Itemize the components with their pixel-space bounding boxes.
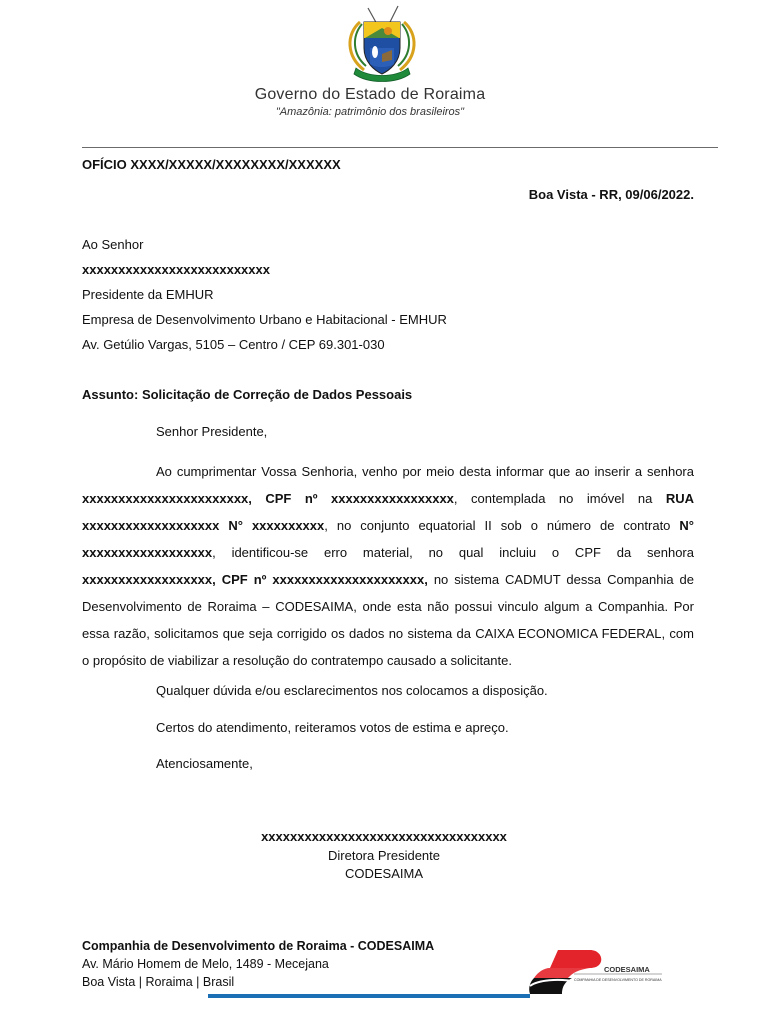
footer-city: Boa Vista | Roraima | Brasil [82,975,235,989]
body-text-2: , contemplada no imóvel na [453,491,666,506]
closing-line-3: Atenciosamente, [156,756,253,771]
body-bold-1: xxxxxxxxxxxxxxxxxxxxxxx, CPF nº xxxxxxxxxxxxxxxxx [82,491,454,506]
document-date: Boa Vista - RR, 09/06/2022. [528,187,694,202]
logo-subtext: COMPANHIA DE DESENVOLVIMENTO DE RORAIMA [574,978,662,982]
footer-address: Av. Mário Homem de Melo, 1489 - Mecejana [82,957,329,971]
coat-of-arms-icon [338,4,426,84]
footer-bar [208,994,530,998]
closing-line-1: Qualquer dúvida e/ou esclarecimentos nos colocamos a disposição. [156,683,548,698]
recipient-company: Empresa de Desenvolvimento Urbano e Habitacional - EMHUR [82,312,447,327]
recipient-address: Av. Getúlio Vargas, 5105 – Centro / CEP 69.301-030 [82,337,385,352]
body-text-3: , no conjunto equatorial II sob o número de contrato [324,518,680,533]
recipient-name: xxxxxxxxxxxxxxxxxxxxxxxxxx [82,262,270,277]
signature-org: CODESAIMA [344,866,423,881]
government-title: Governo do Estado de Roraima [254,86,486,103]
body-bold-2: RUA xxxxxxxxxxxxxxxxxxx N° xxxxxxxxxx [82,491,694,533]
greeting: Senhor Presidente, [156,424,268,439]
body-text-4: , identificou-se erro material, no qual incluiu o CPF da senhora [212,545,694,560]
body-text-1: Ao cumprimentar Vossa Senhoria, venho por meio desta informar que ao inserir a senhora [156,464,694,479]
body-paragraph [82,458,694,674]
signature-name: xxxxxxxxxxxxxxxxxxxxxxxxxxxxxxxxxx [261,829,507,844]
recipient-salutation: Ao Senhor [82,237,144,252]
body-bold-3: N° xxxxxxxxxxxxxxxxxx [82,518,694,560]
body-text-5: no sistema CADMUT dessa Companhia de Desenvolvimento de Roraima – CODESAIMA, onde esta não possui vinculo algum a Companhia. Por essa razão, solicitamos que seja corrigido os dados no sistema da CAIXA ECONOMICA FEDERAL, com o propósito de viabilizar a resolução do contratempo causado a solicitante. [82,572,694,668]
government-motto: "Amazônia: patrimônio dos brasileiros" [275,106,465,118]
logo-text: CODESAIMA [604,965,650,974]
footer-company: Companhia de Desenvolvimento de Roraima - CODESAIMA [82,939,435,953]
signature-title: Diretora Presidente [328,848,440,863]
subject-line: Assunto: Solicitação de Correção de Dados Pessoais [82,387,413,402]
body-bold-4: xxxxxxxxxxxxxxxxxx, CPF nº xxxxxxxxxxxxxxxxxxxxx, [82,572,428,587]
oficio-number: OFÍCIO XXXX/XXXXX/XXXXXXXX/XXXXXX [82,157,341,172]
closing-line-2: Certos do atendimento, reiteramos votos de estima e apreço. [156,720,509,735]
codesaima-logo-icon [528,944,666,996]
recipient-role: Presidente da EMHUR [82,287,214,302]
header-divider [82,147,718,148]
